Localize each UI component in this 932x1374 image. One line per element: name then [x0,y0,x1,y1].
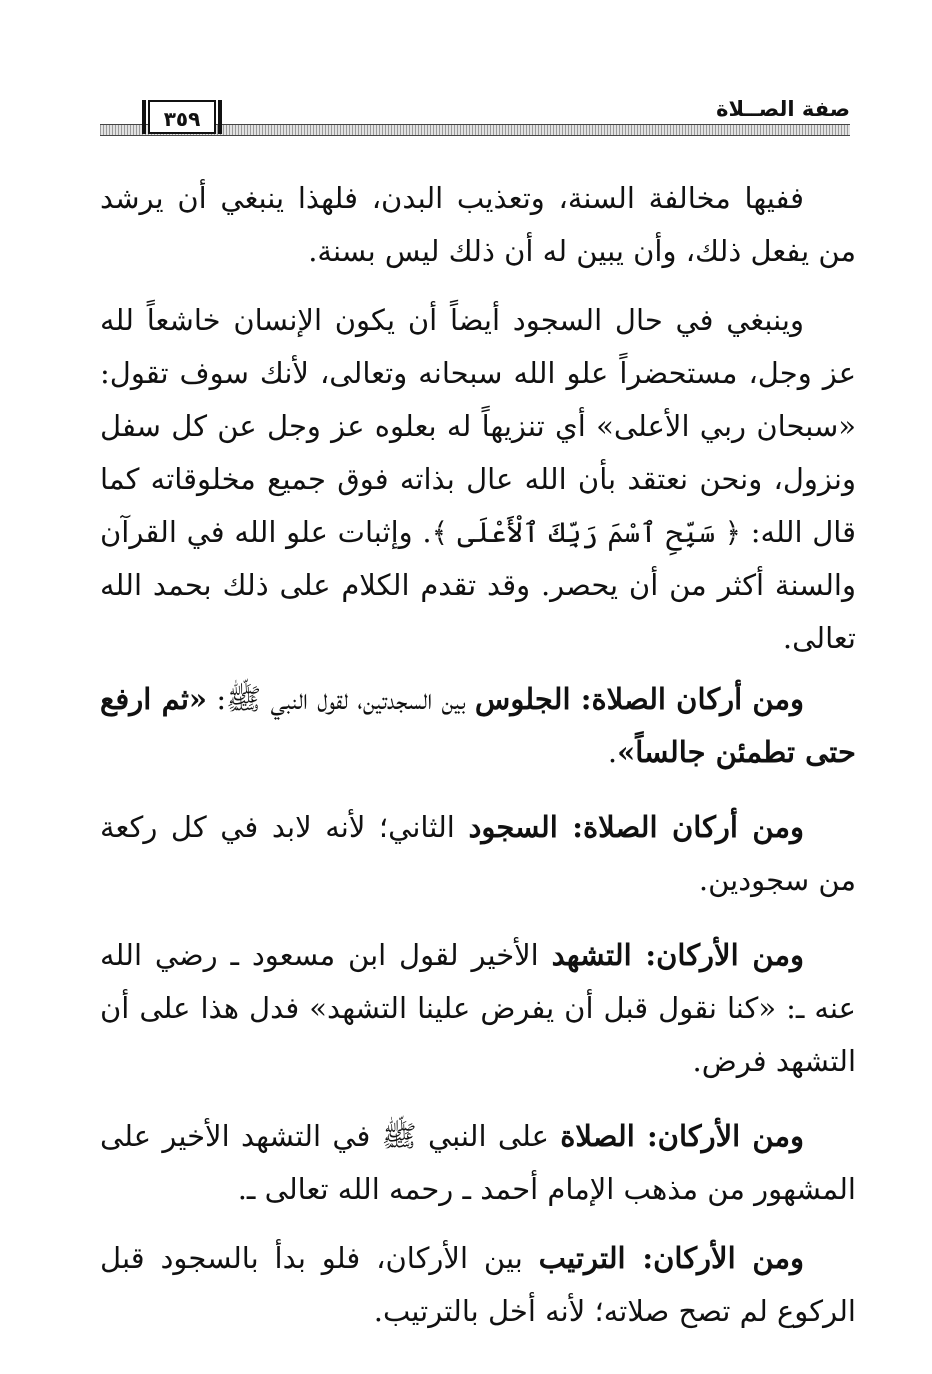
paragraph-3-end: . [607,735,618,769]
paragraph-7 [100,1232,856,1338]
paragraph-2-after: . وإثبات علو الله في القرآن والسنة أكثر من أن يحصر. وقد تقدم الكلام على ذلك بحمد الله تعالى. [100,515,856,655]
paragraph-3-term: الجلوس [474,682,571,716]
paragraph-5-lead: ومن الأركان: [631,938,804,972]
paragraph-3 [100,673,856,779]
paragraph-2 [100,294,856,665]
page-body [100,172,856,1338]
paragraph-1-text: ففيها مخالفة السنة، وتعذيب البدن، فلهذا ينبغي أن يرشد من يفعل ذلك، وأن يبين له أن ذلك ليس بسنة. [100,181,856,268]
paragraph-5 [100,929,856,1088]
paragraph-6 [100,1110,856,1216]
paragraph-6-rest: على النبي ﷺ في التشهد الأخير على المشهور من مذهب الإمام أحمد ـ رحمه الله تعالى ـ. [100,1119,856,1206]
paragraph-6-lead: ومن الأركان: [634,1119,804,1153]
paragraph-4-rest: الثاني؛ لأنه لابد في كل ركعة من سجودين. [100,810,856,897]
quran-verse: ﴿ سَبِّحِ ٱسْمَ رَبِّكَ ٱلْأَعْلَى ﴾ [431,516,742,549]
paragraph-5-rest: الأخير لقول ابن مسعود ـ رضي الله عنه ـ: «كنا نقول قبل أن يفرض علينا التشهد» فدل هذا على أن التشهد فرض. [100,938,856,1078]
paragraph-4-term: السجود [468,810,558,844]
paragraph-3-hadith: «ثم ارفع حتى تطمئن جالساً» [100,682,856,769]
paragraph-7-term: الترتيب [538,1241,626,1275]
paragraph-4-lead: ومن أركان الصلاة: [557,810,804,844]
paragraph-3-lead: ومن أركان الصلاة: [570,682,805,716]
paragraph-5-term: التشهد [551,938,632,972]
paragraph-3-mid: بين السجدتين، لقول النبي ﷺ: [207,682,475,716]
paragraph-7-lead: ومن الأركان: [625,1241,804,1275]
paragraph-7-rest: بين الأركان، فلو بدأ بالسجود قبل الركوع لم تصح صلاته؛ لأنه أخل بالترتيب. [100,1241,856,1328]
paragraph-6-term: الصلاة [560,1119,635,1153]
book-title: صفة الصــلاة [706,96,850,122]
paragraph-2-before: وينبغي في حال السجود أيضاً أن يكون الإنسان خاشعاً لله عز وجل، مستحضراً علو الله سبحانه وتعالى، لأنك سوف تقول: «سبحان ربي الأعلى» أي تنزيهاً له بعلوه عز وجل عن كل سفل ونزول، ونحن نعتقد بأن الله عال بذاته فوق جميع مخلوقاته كما قال الله: [100,303,856,549]
paragraph-4 [100,801,856,907]
paragraph-1 [100,172,856,278]
page-header [100,96,850,140]
page-number: ٣٥٩ [148,100,216,134]
